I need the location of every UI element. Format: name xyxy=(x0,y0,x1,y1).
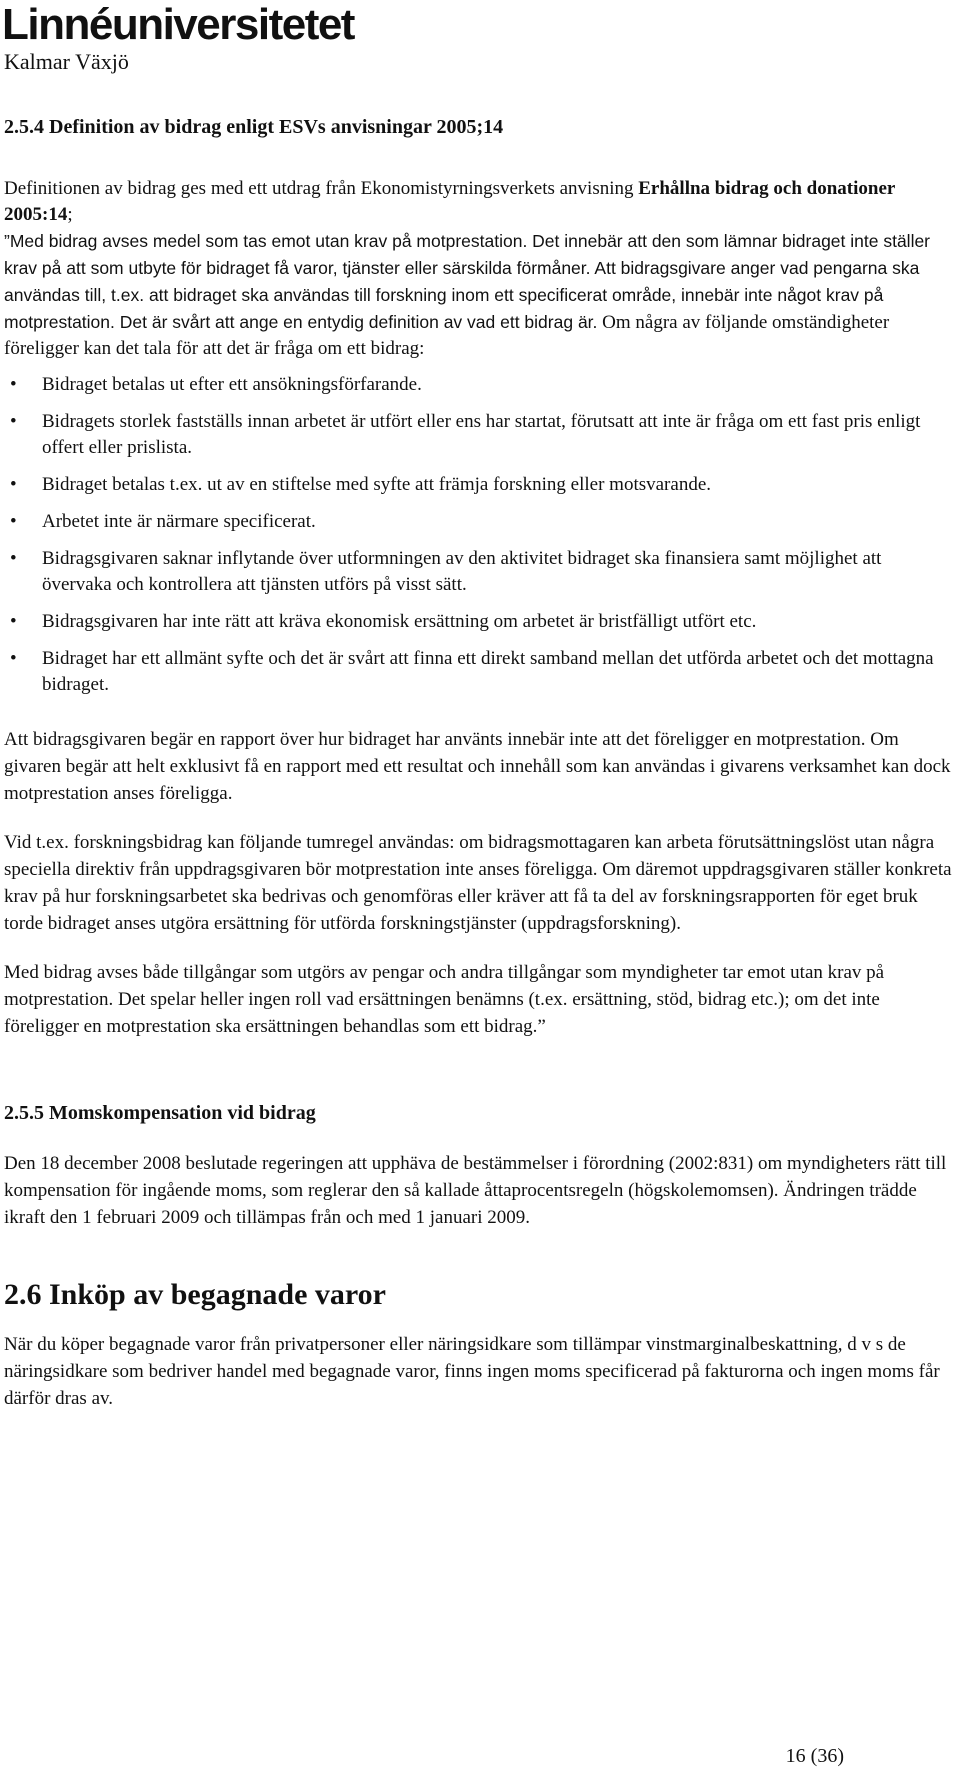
list-item-text: Bidraget betalas ut efter ett ansökningsförfarande. xyxy=(42,374,422,395)
quote-serif-text: Om några av följande omständigheter föreligger kan det tala för att det är fråga om ett bidrag: xyxy=(4,312,890,359)
document-body xyxy=(4,110,954,1412)
list-item xyxy=(4,609,954,635)
bullet-icon: • xyxy=(10,511,17,532)
paragraph-tillgangar: Med bidrag avses både tillgångar som utgörs av pengar och andra tillgångar som myndigheter tar emot utan krav på motprestation. Det spelar heller ingen roll vad ersättningen benämns (t.ex. ersättning, stöd, bidrag etc.); om det inte föreligger en motprestation ska ersättningen behandlas som ett bidrag.” xyxy=(4,962,885,1037)
list-item-text: Bidraget betalas t.ex. ut av en stiftelse med syfte att främja forskning eller motsvarande. xyxy=(42,474,711,495)
list-item xyxy=(4,409,954,461)
paragraph-momskompensation: Den 18 december 2008 beslutade regeringen att upphäva de bestämmelser i förordning (2002:831) om myndigheters rätt till kompensation för ingående moms, som reglerar den så kallade åttaprocentsregeln (högskolemomsen). Ändringen trädde ikraft den 1 februari 2009 och tillämpas från och med 1 januari 2009. xyxy=(4,1153,947,1228)
list-item-text: Arbetet inte är närmare specificerat. xyxy=(42,511,316,532)
quote-sans-text: ”Med bidrag avses medel som tas emot utan krav på motprestation. Det innebär att den som lämnar bidraget inte ställer krav på att som utbyte för bidraget få varor, tjänster eller särskilda förmåner. Att bidragsgivare anger vad pengarna ska användas till, t.ex. att bidraget ska användas till forskning inom ett specificerat område, innebär inte något krav på motprestation. Det är svårt att ange en entydig definition av vad ett bidrag är. xyxy=(4,231,931,332)
list-item-text: Bidragsgivaren har inte rätt att kräva ekonomisk ersättning om arbetet är bristfälligt utfört etc. xyxy=(42,611,757,632)
list-item xyxy=(4,646,954,698)
definition-intro xyxy=(4,176,954,362)
bidrag-criteria-list xyxy=(4,372,954,698)
intro-end: ; xyxy=(67,204,73,225)
list-item xyxy=(4,372,954,398)
intro-text: Definitionen av bidrag ges med ett utdrag från Ekonomistyrningsverkets anvisning xyxy=(4,178,639,199)
logo-subtitle: Kalmar Växjö xyxy=(4,49,129,74)
section-heading-2-5-5: 2.5.5 Momskompensation vid bidrag xyxy=(4,1102,316,1124)
section-heading-2-5-4: 2.5.4 Definition av bidrag enligt ESVs anvisningar 2005;14 xyxy=(4,116,504,138)
paragraph-forskningsbidrag: Vid t.ex. forskningsbidrag kan följande tumregel användas: om bidragsmottagaren kan arbeta förutsättningslöst utan några speciella direktiv från uppdragsgivaren bör motprestation inte anses föreligga. Om däremot uppdragsgivaren ställer konkreta krav på hur forskningsarbetet ska bedrivas och genomföras eller kräver att få ta del av forskningsrapporten för eget bruk torde bidraget anses utgöra ersättning för utförda forskningstjänster (uppdragsforskning). xyxy=(4,832,952,934)
list-item xyxy=(4,472,954,498)
bullet-icon: • xyxy=(10,548,17,569)
university-logo xyxy=(2,2,354,74)
paragraph-begagnade-varor: När du köper begagnade varor från privatpersoner eller näringsidkare som tillämpar vinstmarginalbeskattning, d v s de näringsidkare som bedriver handel med begagnade varor, finns ingen moms specificerad på fakturorna och ingen moms får därför dras av. xyxy=(4,1334,940,1409)
list-item-text: Bidragsgivaren saknar inflytande över utformningen av den aktivitet bidraget ska finansiera samt möjlighet att övervaka och kontrollera att tjänsten utförs på visst sätt. xyxy=(42,548,882,595)
bullet-icon: • xyxy=(10,648,17,669)
list-item-text: Bidragets storlek fastställs innan arbetet är utfört eller ens har startat, förutsatt att inte är fråga om ett fast pris enligt offert eller prislista. xyxy=(42,411,921,458)
logo-name: Linnéuniversitetet xyxy=(2,0,354,49)
page-number: 16 (36) xyxy=(785,1745,844,1767)
bullet-icon: • xyxy=(10,611,17,632)
list-item-text: Bidraget har ett allmänt syfte och det är svårt att finna ett direkt samband mellan det utförda arbetet och det mottagna bidraget. xyxy=(42,648,934,695)
intro-paragraph xyxy=(4,176,954,362)
list-item xyxy=(4,509,954,535)
intro-bold-title: Erhållna bidrag och donationer 2005:14 xyxy=(4,178,895,225)
section-heading-2-6: 2.6 Inköp av begagnade varor xyxy=(4,1278,387,1311)
bullet-icon: • xyxy=(10,411,17,432)
bullet-icon: • xyxy=(10,374,17,395)
bullet-icon: • xyxy=(10,474,17,495)
paragraph-rapport: Att bidragsgivaren begär en rapport över hur bidraget har använts innebär inte att det föreligger en motprestation. Om givaren begär att helt exklusivt få en rapport med ett resultat och innehåll som kan användas i givarens verksamhet kan dock motprestation anses föreligga. xyxy=(4,729,951,804)
list-item xyxy=(4,546,954,598)
